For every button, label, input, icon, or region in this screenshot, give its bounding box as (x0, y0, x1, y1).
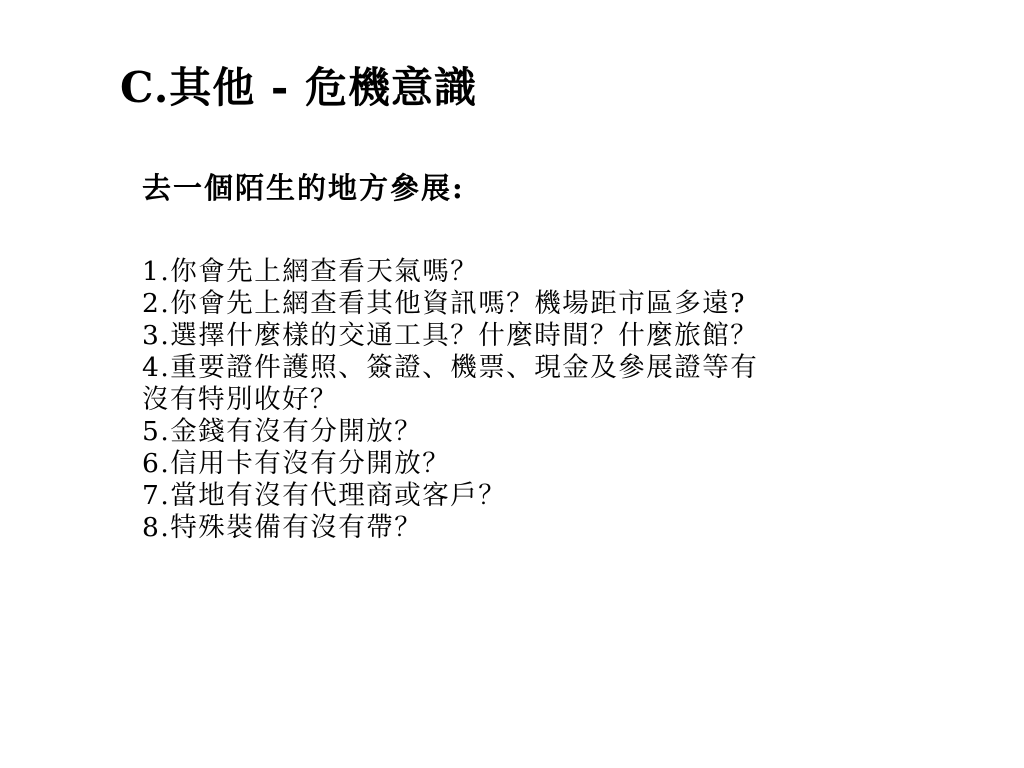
question-line: 1.你會先上網查看天氣嗎？ (142, 256, 479, 287)
question-list (142, 256, 902, 544)
question-line: 6.信用卡有沒有分開放？ (142, 448, 451, 479)
question-line: 3.選擇什麼樣的交通工具？什麼時間？什麼旅館？ (142, 320, 759, 351)
intro-heading: 去一個陌生的地方參展: (142, 171, 465, 205)
slide-title: C.其他 - 危機意識 (120, 63, 477, 112)
slide-body (142, 168, 902, 544)
question-line: 8.特殊裝備有沒有帶？ (142, 512, 423, 543)
question-line: 4.重要證件護照、簽證、機票、現金及參展證等有 (142, 352, 759, 383)
question-line: 沒有特別收好？ (142, 384, 338, 415)
question-line: 5.金錢有沒有分開放？ (142, 416, 423, 447)
question-line: 7.當地有沒有代理商或客戶？ (142, 480, 507, 511)
question-line: 2.你會先上網查看其他資訊嗎？機場距市區多遠? (142, 288, 746, 319)
